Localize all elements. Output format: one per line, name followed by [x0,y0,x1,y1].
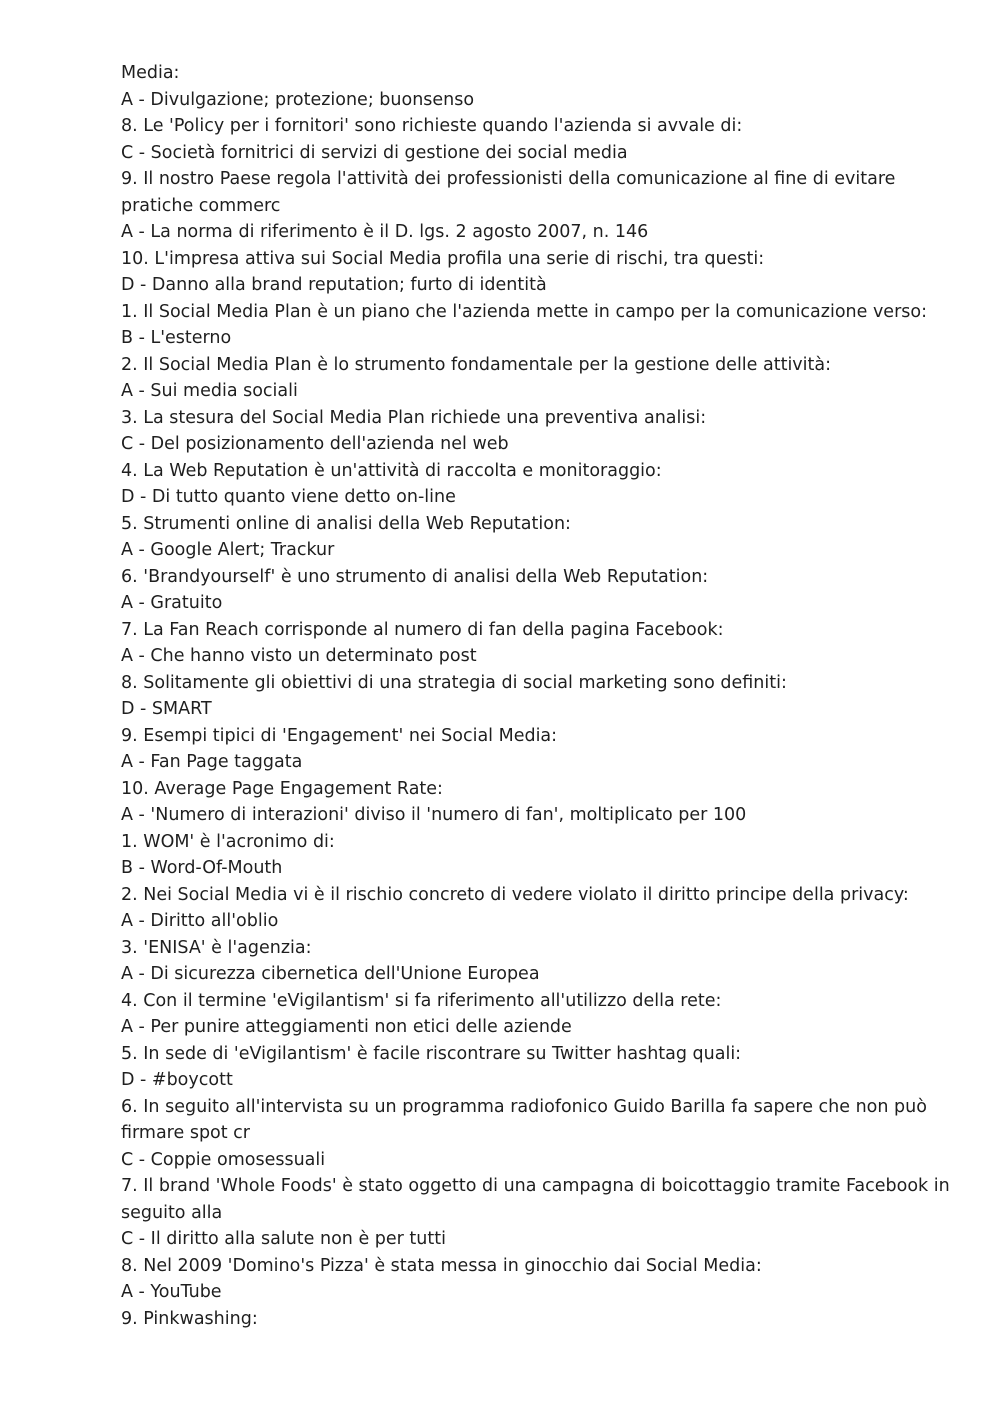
answer-line: C - Coppie omosessuali [121,1149,326,1170]
answer-line: C - Il diritto alla salute non è per tutti [121,1229,446,1249]
answer-line: A - Divulgazione; protezione; buonsenso [121,89,475,110]
question-line: 9. Il nostro Paese regola l'attività dei professionisti della comunicazione al fine di evitare pratiche commerc [121,169,896,216]
question-line: 6. In seguito all'intervista su un programma radiofonico Guido Barilla fa sapere che non può firmare spot cr [121,1096,927,1143]
question-line: 2. Nei Social Media vi è il rischio concreto di vedere violato il diritto principe della privacy: [121,884,909,905]
answer-line: A - 'Numero di interazioni' diviso il 'numero di fan', moltiplicato per 100 [121,805,747,825]
answer-line: A - Per punire atteggiamenti non etici delle aziende [121,1017,572,1037]
answer-line: A - Che hanno visto un determinato post [121,646,477,666]
answer-line: A - Fan Page taggata [121,752,303,772]
question-line: 4. La Web Reputation è un'attività di raccolta e monitoraggio: [121,460,662,481]
question-line: 5. Strumenti online di analisi della Web Reputation: [121,513,571,534]
answer-line: D - Danno alla brand reputation; furto di identità [121,275,547,295]
answer-line: A - Diritto all'oblio [121,911,279,931]
question-line: 3. La stesura del Social Media Plan richiede una preventiva analisi: [121,407,707,428]
question-line: 5. In sede di 'eVigilantism' è facile riscontrare su Twitter hashtag quali: [121,1043,742,1064]
answer-line: C - Società fornitrici di servizi di gestione dei social media [121,142,628,163]
answer-line: B - Word-Of-Mouth [121,858,283,878]
question-line: 3. 'ENISA' è l'agenzia: [121,937,312,958]
question-line: 4. Con il termine 'eVigilantism' si fa riferimento all'utilizzo della rete: [121,990,722,1011]
question-line: 8. Le 'Policy per i fornitori' sono richieste quando l'azienda si avvale di: [121,116,743,136]
answer-line: A - Sui media sociali [121,381,298,401]
answer-line: C - Del posizionamento dell'azienda nel web [121,434,509,454]
answer-line: A - Gratuito [121,593,223,613]
answer-line: D - Di tutto quanto viene detto on-line [121,487,456,507]
answer-line: A - Google Alert; Trackur [121,540,335,560]
answer-line: B - L'esterno [121,328,232,348]
question-line: 10. Average Page Engagement Rate: [121,778,443,799]
question-line: 7. La Fan Reach corrisponde al numero di fan della pagina Facebook: [121,619,724,640]
question-line: 10. L'impresa attiva sui Social Media profila una serie di rischi, tra questi: [121,248,765,269]
question-line: 1. Il Social Media Plan è un piano che l'azienda mette in campo per la comunicazione verso: [121,301,927,322]
answer-line: D - #boycott [121,1070,233,1090]
document-body [121,60,951,1332]
question-line: 2. Il Social Media Plan è lo strumento fondamentale per la gestione delle attività: [121,354,832,375]
answer-line: A - La norma di riferimento è il D. lgs. 2 agosto 2007, n. 146 [121,222,649,242]
question-line: 1. WOM' è l'acronimo di: [121,831,335,852]
question-line: 9. Pinkwashing: [121,1308,258,1329]
question-line: 8. Solitamente gli obiettivi di una strategia di social marketing sono definiti: [121,672,787,693]
text-line: Media: [121,63,180,83]
answer-line: D - SMART [121,699,212,719]
question-line: 8. Nel 2009 'Domino's Pizza' è stata messa in ginocchio dai Social Media: [121,1255,762,1276]
question-line: 6. 'Brandyourself' è uno strumento di analisi della Web Reputation: [121,566,709,587]
answer-line: A - YouTube [121,1282,222,1302]
answer-line: A - Di sicurezza cibernetica dell'Unione Europea [121,964,540,984]
question-line: 9. Esempi tipici di 'Engagement' nei Social Media: [121,725,558,746]
question-line: 7. Il brand 'Whole Foods' è stato oggetto di una campagna di boicottaggio tramite Facebook in seguito alla [121,1176,950,1223]
